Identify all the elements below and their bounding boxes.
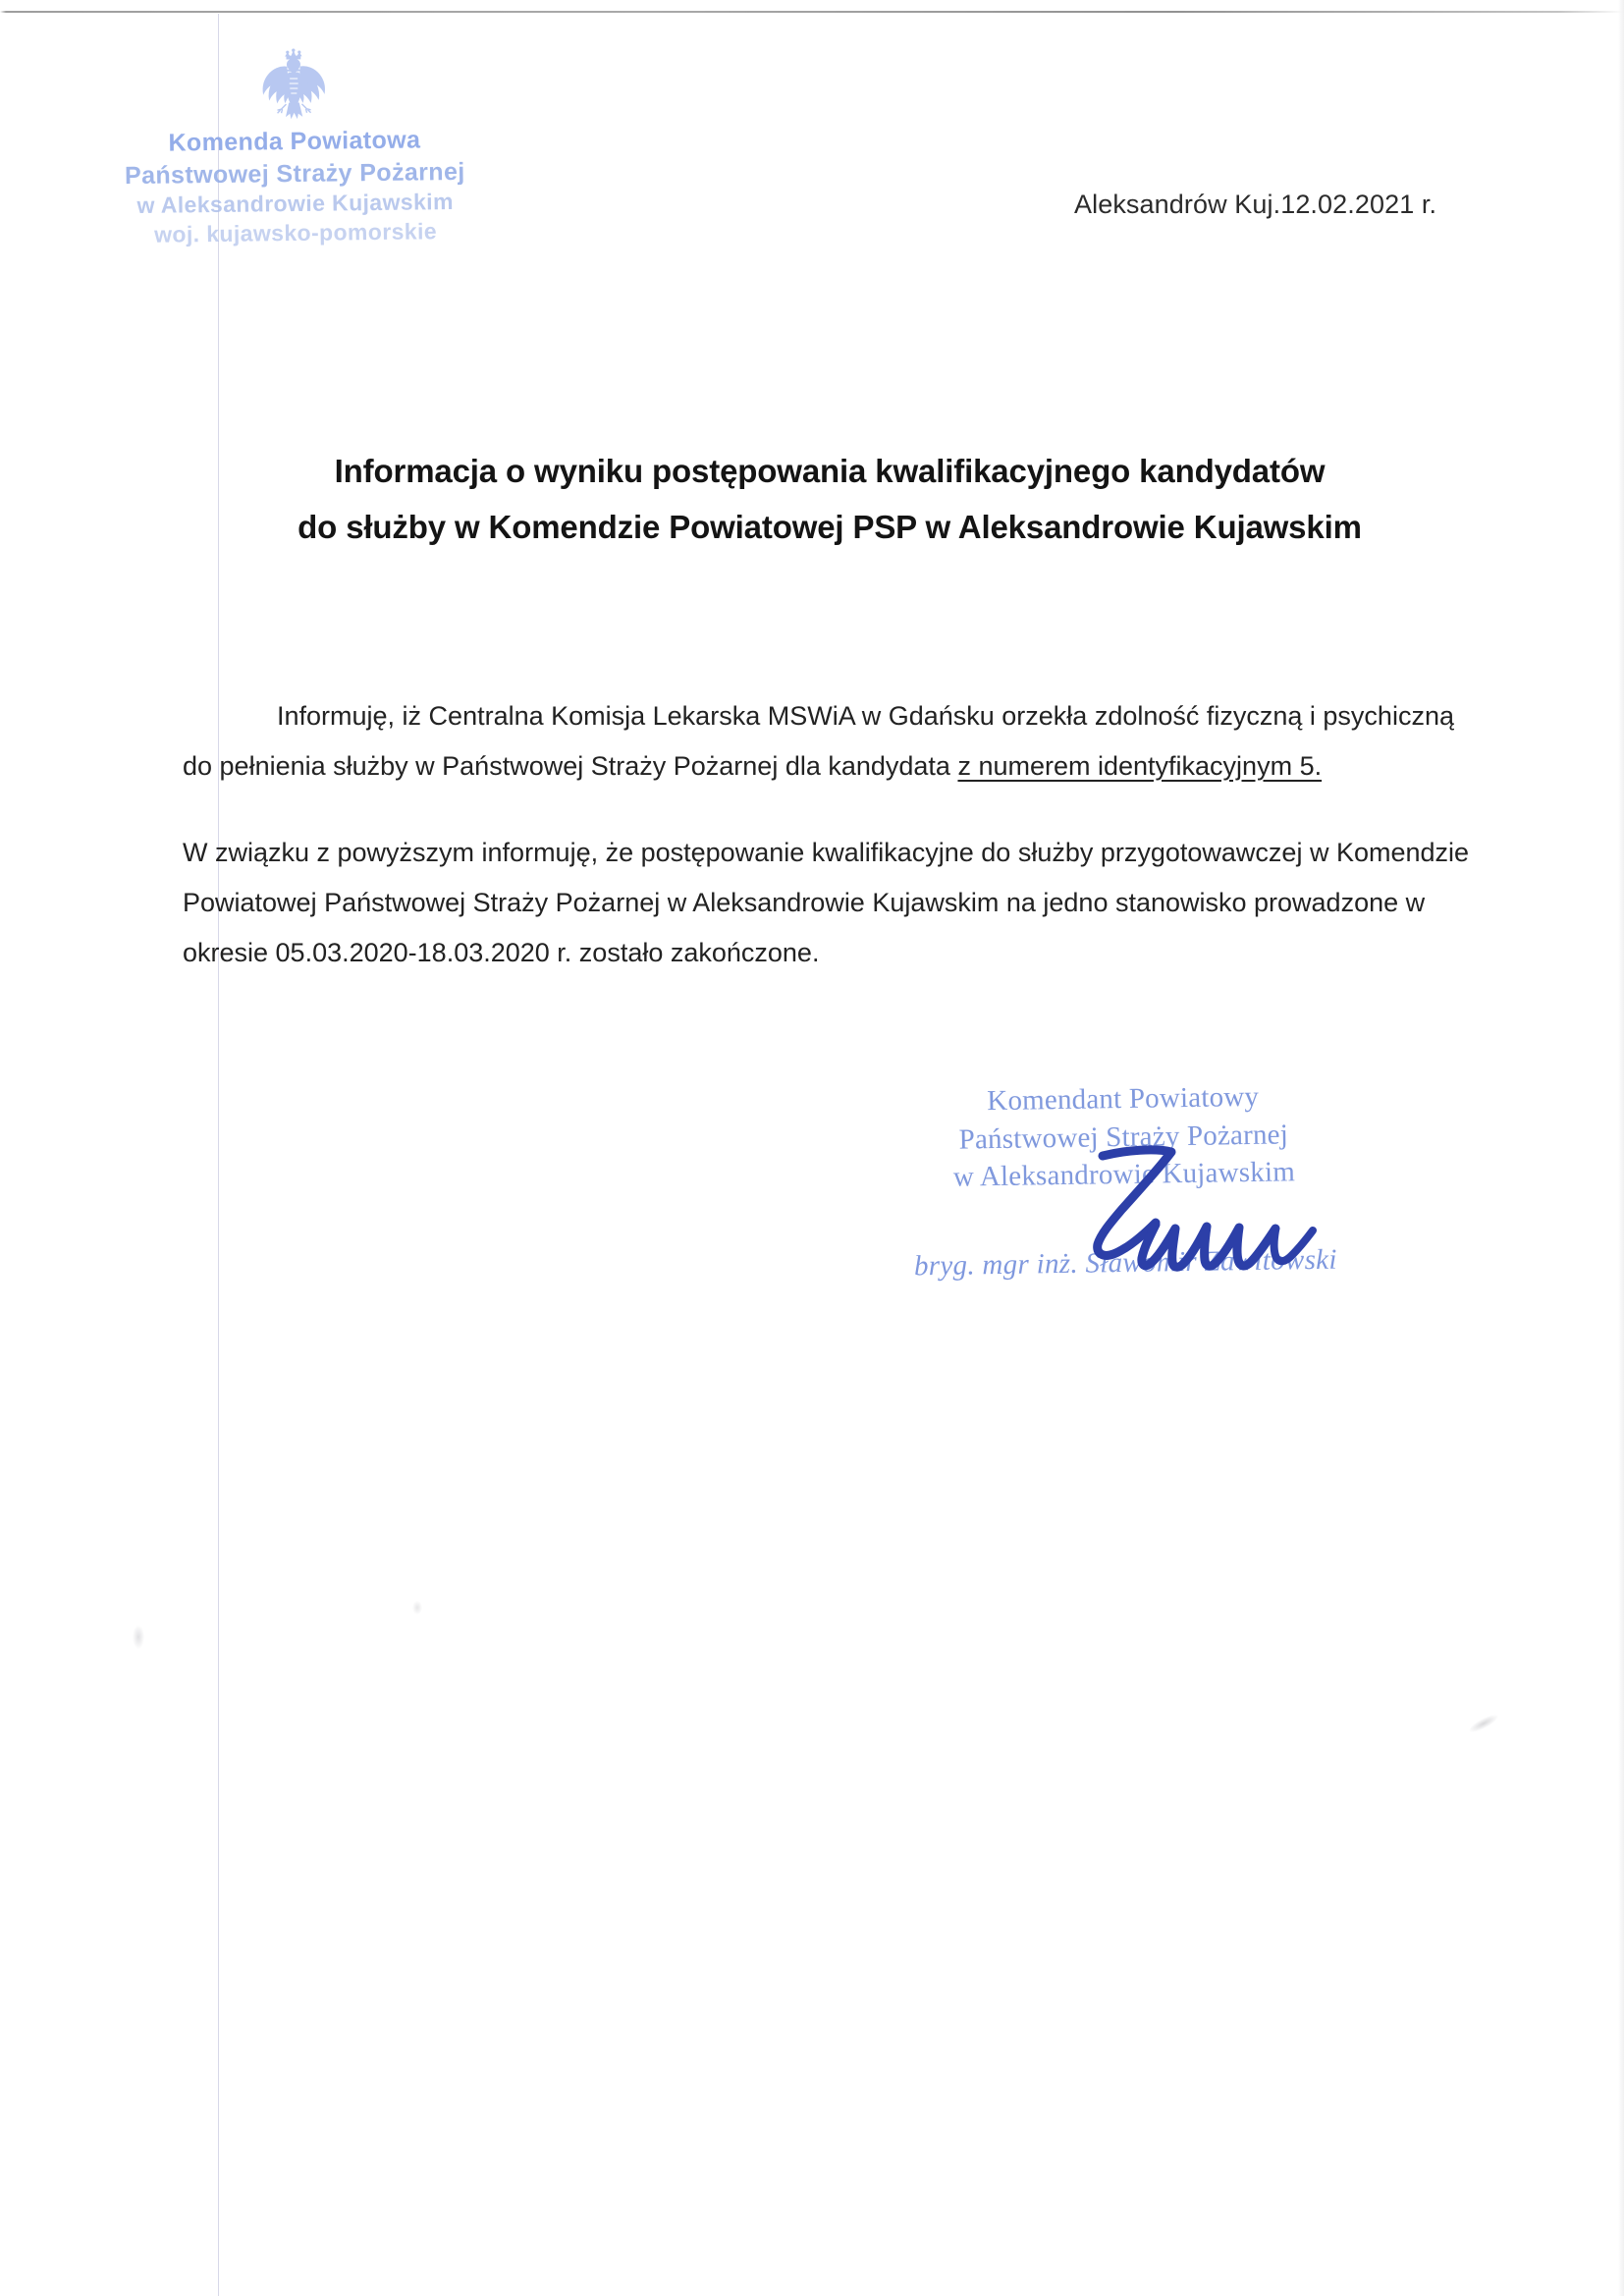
scan-right-edge-shadow bbox=[1618, 0, 1624, 2296]
signature-name: bryg. mgr inż. Sławomir Zawitowski bbox=[913, 1243, 1337, 1283]
signature-stamp bbox=[887, 1076, 1361, 1283]
header-stamp-line-3: w Aleksandrowie Kujawskim bbox=[136, 189, 454, 218]
document-date: Aleksandrów Kuj.12.02.2021 r. bbox=[1074, 190, 1437, 219]
scan-vertical-line bbox=[218, 14, 219, 2296]
header-stamp-line-4: woj. kujawsko-pomorskie bbox=[153, 218, 438, 247]
page-title-line-2: do służby w Komendzie Powiatowej PSP w Aleksandrowie Kujawskim bbox=[298, 508, 1362, 545]
scan-smudge bbox=[1467, 1712, 1501, 1736]
scan-top-rule bbox=[0, 11, 1624, 13]
signature-office-line-3: w Aleksandrowie Kujawskim bbox=[952, 1156, 1296, 1193]
header-stamp-text bbox=[88, 123, 502, 250]
header-stamp-line-1: Komenda Powiatowa bbox=[168, 126, 421, 157]
header-stamp bbox=[87, 44, 502, 250]
page-title bbox=[177, 444, 1483, 556]
signature-office-line-1: Komendant Powiatowy bbox=[987, 1080, 1260, 1118]
signature-office-line-2: Państwowej Straży Pożarnej bbox=[958, 1118, 1289, 1156]
document-body bbox=[183, 691, 1483, 978]
paragraph-1-underlined-text: z numerem identyfikacyjnym 5. bbox=[957, 751, 1323, 781]
paragraph-1-text: Informuję, iż Centralna Komisja Lekarska MSWiA w Gdańsku orzekła zdolność fizyczną i psychiczną do pełnienia służby w Państwowej Straży Pożarnej dla kandydata bbox=[183, 701, 1454, 781]
page-title-line-1: Informacja o wyniku postępowania kwalifikacyjnego kandydatów bbox=[334, 453, 1326, 489]
body-paragraph-1 bbox=[183, 691, 1483, 792]
scan-smudge bbox=[412, 1601, 422, 1614]
signature-office-text bbox=[887, 1076, 1360, 1197]
body-paragraph-2: W związku z powyższym informuję, że postępowanie kwalifikacyjne do służby przygotowawczej w Komendzie Powiatowej Państwowej Straży Pożarnej w Aleksandrowie Kujawskim na jedno stanowisko prowadzone w okresie 05.03.2020-18.03.2020 r. zostało zakończone. bbox=[183, 838, 1470, 967]
polish-eagle-emblem-icon bbox=[258, 47, 330, 123]
header-stamp-line-2: Państwowej Straży Pożarnej bbox=[124, 157, 465, 190]
scan-smudge bbox=[133, 1625, 144, 1649]
